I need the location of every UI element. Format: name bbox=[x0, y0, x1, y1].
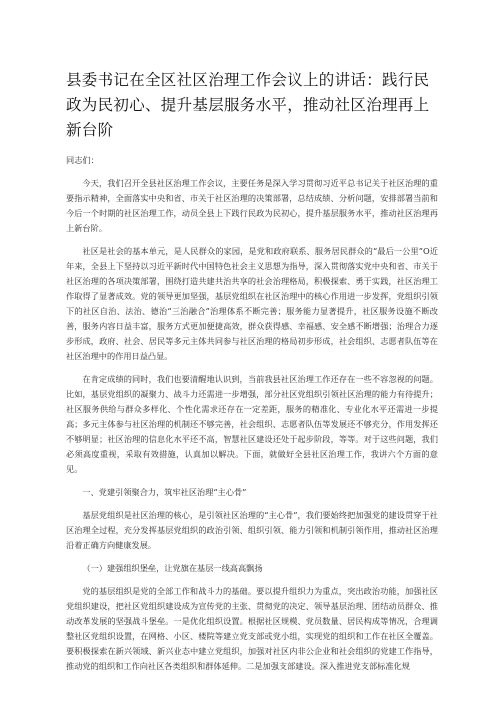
document-title: 县委书记在全区社区治理工作会议上的讲话：践行民政为民初心、提升基层服务水平，推动社区治理再上新台阶 bbox=[66, 71, 430, 139]
greeting: 同志们： bbox=[66, 155, 99, 165]
paragraph: 社区是社会的基本单元，是人民群众的家园，是党和政府联系、服务居民群众的“最后一公里”O近年来，全县上下坚持以习近平新时代中国特色社会主义思想为指导，深入贯彻落实党中央和省、市关于社区治理的各项决策部署，围绕打造共建共治共享的社会治理格局，积极探索、勇于实践，社区治理工作取得了显著成效。党的领导更加坚强，基层党组织在社区治理中的核心作用进一步发挥，党组织引领下的社区自治、法治、德治“三治融合”治理体系不断完善；服务能力显著提升，社区服务设施不断改善，服务内容日益丰富，服务方式更加便捷高效，群众获得感、幸福感、安全感不断增强；治理合力逐步形成，政府、社会、居民等多元主体共同参与社区治理的格局初步形成，社会组织、志愿者队伍等在社区治理中的作用日益凸显。 bbox=[66, 246, 438, 361]
paragraph: 今天，我们召开全县社区治理工作会议，主要任务是深入学习贯彻习近平总书记关于社区治理的重要指示精神，全面落实中央和省、市关于社区治理的决策部署，总结成绩、分析问题，安排部署当前和今后一个时期的社区治理工作，动员全县上下践行民政为民初心，提升基层服务水平，推动社区治理再上新台阶。 bbox=[66, 178, 438, 233]
paragraph: 在肯定成绩的同时，我们也要清醒地认识到，当前我县社区治理工作还存在一些不容忽视的问题。比如，基层党组织的凝聚力、战斗力还需进一步增强，部分社区党组织引领社区治理的能力有待提升；社区服务供给与群众多样化、个性化需求还存在一定差距，服务的精准化、专业化水平还需进一步提高；多元主体参与社区治理的机制还不够完善，社会组织、志愿者队伍等发展还不够充分，作用发挥还不够明显；社区治理的信息化水平还不高，智慧社区建设还处于起步阶段，等等。对于这些问题，我们必须高度重视，采取有效措施，认真加以解决。下面，就做好全县社区治理工作，我讲六个方面的意见。 bbox=[66, 374, 438, 474]
document-body bbox=[66, 153, 438, 682]
paragraph: 基层党组织是社区治理的核心，是引领社区治理的“主心骨”，我们要始终把加强党的建设贯穿于社区治理全过程，充分发挥基层党组织的政治引领、组织引领、能力引领和机制引领作用，推动社区治理沿着正确方向健康发展。 bbox=[66, 510, 438, 550]
subsection-heading: （一）建强组织堡垒，让党旗在基层一线高高飘扬 bbox=[82, 563, 263, 573]
section-heading: 一、党建引领聚合力，筑牢社区治理“主心骨” bbox=[82, 487, 247, 497]
paragraph: 党的基层组织是党的全部工作和战斗力的基础。要以提升组织力为重点，突出政治功能，加强社区党组织建设，把社区党组织建设成为宣传党的主张、贯彻党的决定、领导基层治理、团结动员群众、推动改革发展的坚强战斗堡垒。一是优化组织设置。根据社区规模、党员数量、居民构成等情况，合理调整社区党组织设置，在网格、小区、楼院等建立党支部或党小组，实现党的组织和工作在社区全覆盖。要积极探索在新兴领域、新兴业态中建立党组织，加强对社区内非公企业和社会组织的党建工作指导，推动党的组织和工作向社区各类组织和群体延伸。二是加强支部建设。深入推进党支部标准化规 bbox=[66, 586, 438, 671]
